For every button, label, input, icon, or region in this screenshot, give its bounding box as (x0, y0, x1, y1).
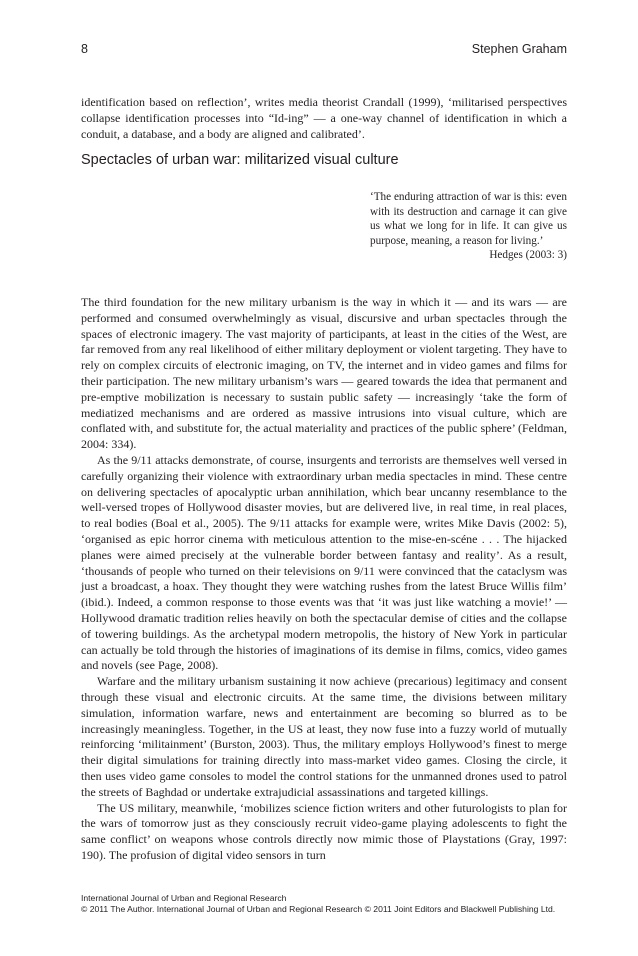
paragraph: As the 9/11 attacks demonstrate, of course, insurgents and terrorists are themselves well versed in carefully organizing their violence with extraordinary urban media spectacles in mind. These centre on delivering spectacles of apocalyptic urban annihilation, which bear uncanny resemblance to the well-versed tropes of Hollywood disaster movies, but are delivered live, in real time, in real places, to real bodies (Boal et al., 2005). The 9/11 attacks for example were, writes Mike Davis (2002: 5), ‘organised as epic horror cinema with meticulous attention to the mise-en-scéne . . . The hijacked planes were aimed precisely at the vulnerable border between fantasy and reality’. As a result, ‘thousands of people who turned on their televisions on 9/11 were convinced that the cataclysm was just a broadcast, a hoax. They thought they were watching rushes from the latest Bruce Willis film’ (ibid.). Indeed, a common response to those events was that ‘it was just like watching a movie!’ — Hollywood dramatic tradition relies heavily on both the spectacular demise of cities and the collapse of towering buildings. As the archetypal modern metropolis, the history of New York in particular can actually be told through the histories of imaginations of its demise in films, comics, video games and novels (see Page, 2008). (81, 452, 567, 673)
paragraph: The third foundation for the new military urbanism is the way in which it — and its wars — are performed and consumed overwhelmingly as visual, discursive and urban spectacles through the spaces of electronic imagery. The vast majority of participants, at least in the cities of the West, are far removed from any real likelihood of either military deployment or violent targeting. They have to rely on complex circuits of electronic imaging, on TV, the internet and in video games and films for their participation. The new military urbanism’s wars — geared towards the idea that permanent and pre-emptive mobilization is necessary to sustain public safety — increasingly ‘take the form of mediatized mechanisms and are ordered as massive intrusions into visual culture, which are conflated with, and substitute for, the actual materiality and practices of the public sphere’ (Feldman, 2004: 334). (81, 295, 567, 452)
epigraph-quote: ‘The enduring attraction of war is this: even with its destruction and carnage it can give us what we long for in life. It can give us purpose, meaning, a reason for living.’ (370, 191, 567, 247)
intro-paragraph: identification based on reflection’, writes media theorist Crandall (1999), ‘militarised perspectives collapse identification processes into “Id-ing” — a one-way channel of identification in which a conduit, a database, and a body are aligned and calibrated’. (81, 95, 567, 141)
body-text (81, 295, 567, 864)
running-header (81, 42, 567, 56)
page-footer (81, 893, 567, 915)
page-number: 8 (81, 42, 88, 56)
running-head-author: Stephen Graham (471, 42, 567, 56)
section-heading: Spectacles of urban war: militarized visual culture (81, 152, 399, 168)
paragraph: The US military, meanwhile, ‘mobilizes science fiction writers and other futurologists to plan for the wars of tomorrow just as they consciously recruit video-game playing adolescents to fight the same conflict’ on weapons whose controls directly now mimic those of Playstations (Gray, 1997: 190). The profusion of digital video sensors in turn (81, 800, 567, 862)
epigraph-citation: Hedges (2003: 3) (489, 249, 567, 262)
footer-copyright: © 2011 The Author. International Journal of Urban and Regional Research © 2011 Joint Editors and Blackwell Publishing Ltd. (81, 904, 556, 914)
epigraph (370, 190, 567, 263)
footer-journal: International Journal of Urban and Regional Research (81, 893, 287, 903)
paragraph: Warfare and the military urbanism sustaining it now achieve (precarious) legitimacy and consent through these visual and electronic circuits. At the same time, the divisions between military simulation, information warfare, news and entertainment are becoming so blurred as to be increasingly meaningless. Together, in the US at least, they now fuse into a fuzzy world of mutually reinforcing ‘militainment’ (Burston, 2003). Thus, the military employs Hollywood’s finest to merge their digital simulations for training directly into mass-market video games. Closing the circle, it then uses video game consoles to model the control stations for the unmanned drones used to patrol the streets of Baghdad or undertake extrajudicial assassinations and targeted killings. (81, 674, 567, 799)
